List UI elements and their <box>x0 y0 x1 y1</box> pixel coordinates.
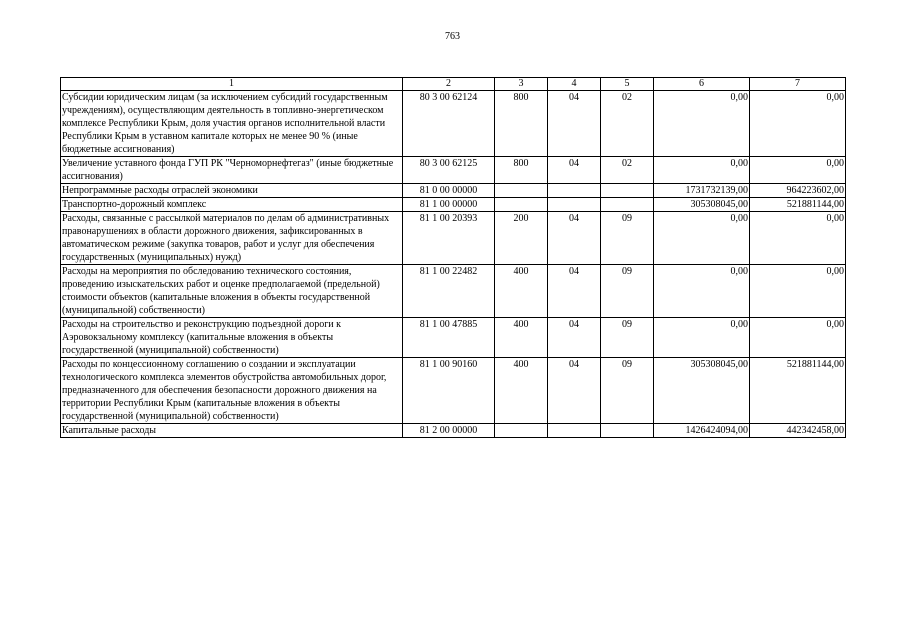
row-section: 04 <box>548 212 601 265</box>
row-amount-col7: 521881144,00 <box>750 358 846 424</box>
row-subsection: 09 <box>601 212 654 265</box>
column-header: 4 <box>548 78 601 91</box>
row-amount-col7: 442342458,00 <box>750 424 846 438</box>
table-row <box>61 91 846 157</box>
row-code: 80 3 00 62124 <box>403 91 495 157</box>
row-amount-col7: 0,00 <box>750 157 846 184</box>
row-subsection: 09 <box>601 265 654 318</box>
table-row <box>61 157 846 184</box>
table-row <box>61 184 846 198</box>
row-name: Расходы по концессионному соглашению о создании и эксплуатации технологического комплекса элементов обустройства автомобильных дорог, предназначенного для обеспечения безопасности дорожного движения на территории Республики Крым (капитальные вложения в объекты государственной (муниципальной) собственности) <box>61 358 403 424</box>
row-code: 81 2 00 00000 <box>403 424 495 438</box>
row-name: Субсидии юридическим лицам (за исключением субсидий государственным учреждениям), осуществляющим деятельность в топливно-энергетическом комплексе Республики Крым, доля участия органов исполнительной власти Республики Крым в уставном капитале которых не менее 90 % (иные бюджетные ассигнования) <box>61 91 403 157</box>
row-section: 04 <box>548 157 601 184</box>
table-row <box>61 198 846 212</box>
column-header: 5 <box>601 78 654 91</box>
row-code: 81 1 00 20393 <box>403 212 495 265</box>
row-subsection: 09 <box>601 358 654 424</box>
row-expense-type: 400 <box>495 265 548 318</box>
table-row <box>61 265 846 318</box>
row-expense-type: 400 <box>495 318 548 358</box>
row-amount-col6: 1426424094,00 <box>654 424 750 438</box>
row-name: Непрограммные расходы отраслей экономики <box>61 184 403 198</box>
table-row <box>61 358 846 424</box>
row-subsection: 02 <box>601 157 654 184</box>
row-section: 04 <box>548 318 601 358</box>
row-expense-type: 800 <box>495 91 548 157</box>
row-name: Расходы на строительство и реконструкцию подъездной дороги к Аэровокзальному комплексу (капитальные вложения в объекты государственной (муниципальной) собственности) <box>61 318 403 358</box>
row-name: Капитальные расходы <box>61 424 403 438</box>
page-number: 763 <box>445 31 460 42</box>
row-subsection: 09 <box>601 318 654 358</box>
row-code: 81 1 00 22482 <box>403 265 495 318</box>
column-header: 6 <box>654 78 750 91</box>
row-amount-col7: 0,00 <box>750 318 846 358</box>
budget-table <box>60 77 846 438</box>
row-code: 80 3 00 62125 <box>403 157 495 184</box>
row-section: 04 <box>548 358 601 424</box>
row-amount-col7: 0,00 <box>750 265 846 318</box>
row-expense-type: 800 <box>495 157 548 184</box>
row-subsection <box>601 424 654 438</box>
row-amount-col6: 0,00 <box>654 91 750 157</box>
row-expense-type: 200 <box>495 212 548 265</box>
row-amount-col6: 0,00 <box>654 265 750 318</box>
row-code: 81 1 00 00000 <box>403 198 495 212</box>
row-amount-col7: 521881144,00 <box>750 198 846 212</box>
row-amount-col6: 0,00 <box>654 212 750 265</box>
row-name: Расходы, связанные с рассылкой материалов по делам об административных правонарушениях в области дорожного движения, зафиксированных в автоматическом режиме (закупка товаров, работ и услуг для обеспечения государственных (муниципальных) нужд) <box>61 212 403 265</box>
row-section <box>548 184 601 198</box>
row-subsection <box>601 184 654 198</box>
column-header: 1 <box>61 78 403 91</box>
row-name: Расходы на мероприятия по обследованию технического состояния, проведению изыскательских работ и оценке предполагаемой (предельной) стоимости объектов (капитальные вложения в объекты государственной (муниципальной) собственности) <box>61 265 403 318</box>
row-code: 81 1 00 47885 <box>403 318 495 358</box>
row-amount-col6: 0,00 <box>654 318 750 358</box>
row-amount-col6: 305308045,00 <box>654 198 750 212</box>
row-section: 04 <box>548 265 601 318</box>
column-header: 2 <box>403 78 495 91</box>
row-subsection: 02 <box>601 91 654 157</box>
row-name: Увеличение уставного фонда ГУП РК "Черноморнефтегаз" (иные бюджетные ассигнования) <box>61 157 403 184</box>
row-subsection <box>601 198 654 212</box>
row-expense-type: 400 <box>495 358 548 424</box>
row-section <box>548 198 601 212</box>
row-code: 81 0 00 00000 <box>403 184 495 198</box>
row-code: 81 1 00 90160 <box>403 358 495 424</box>
header-row <box>61 78 846 91</box>
table-body <box>61 91 846 438</box>
table-row <box>61 318 846 358</box>
table-row <box>61 212 846 265</box>
row-amount-col6: 305308045,00 <box>654 358 750 424</box>
column-header: 7 <box>750 78 846 91</box>
column-header: 3 <box>495 78 548 91</box>
row-expense-type <box>495 424 548 438</box>
row-expense-type <box>495 198 548 212</box>
row-section <box>548 424 601 438</box>
table-row <box>61 424 846 438</box>
row-expense-type <box>495 184 548 198</box>
row-amount-col6: 0,00 <box>654 157 750 184</box>
row-section: 04 <box>548 91 601 157</box>
row-name: Транспортно-дорожный комплекс <box>61 198 403 212</box>
row-amount-col7: 0,00 <box>750 91 846 157</box>
row-amount-col7: 964223602,00 <box>750 184 846 198</box>
row-amount-col6: 1731732139,00 <box>654 184 750 198</box>
row-amount-col7: 0,00 <box>750 212 846 265</box>
